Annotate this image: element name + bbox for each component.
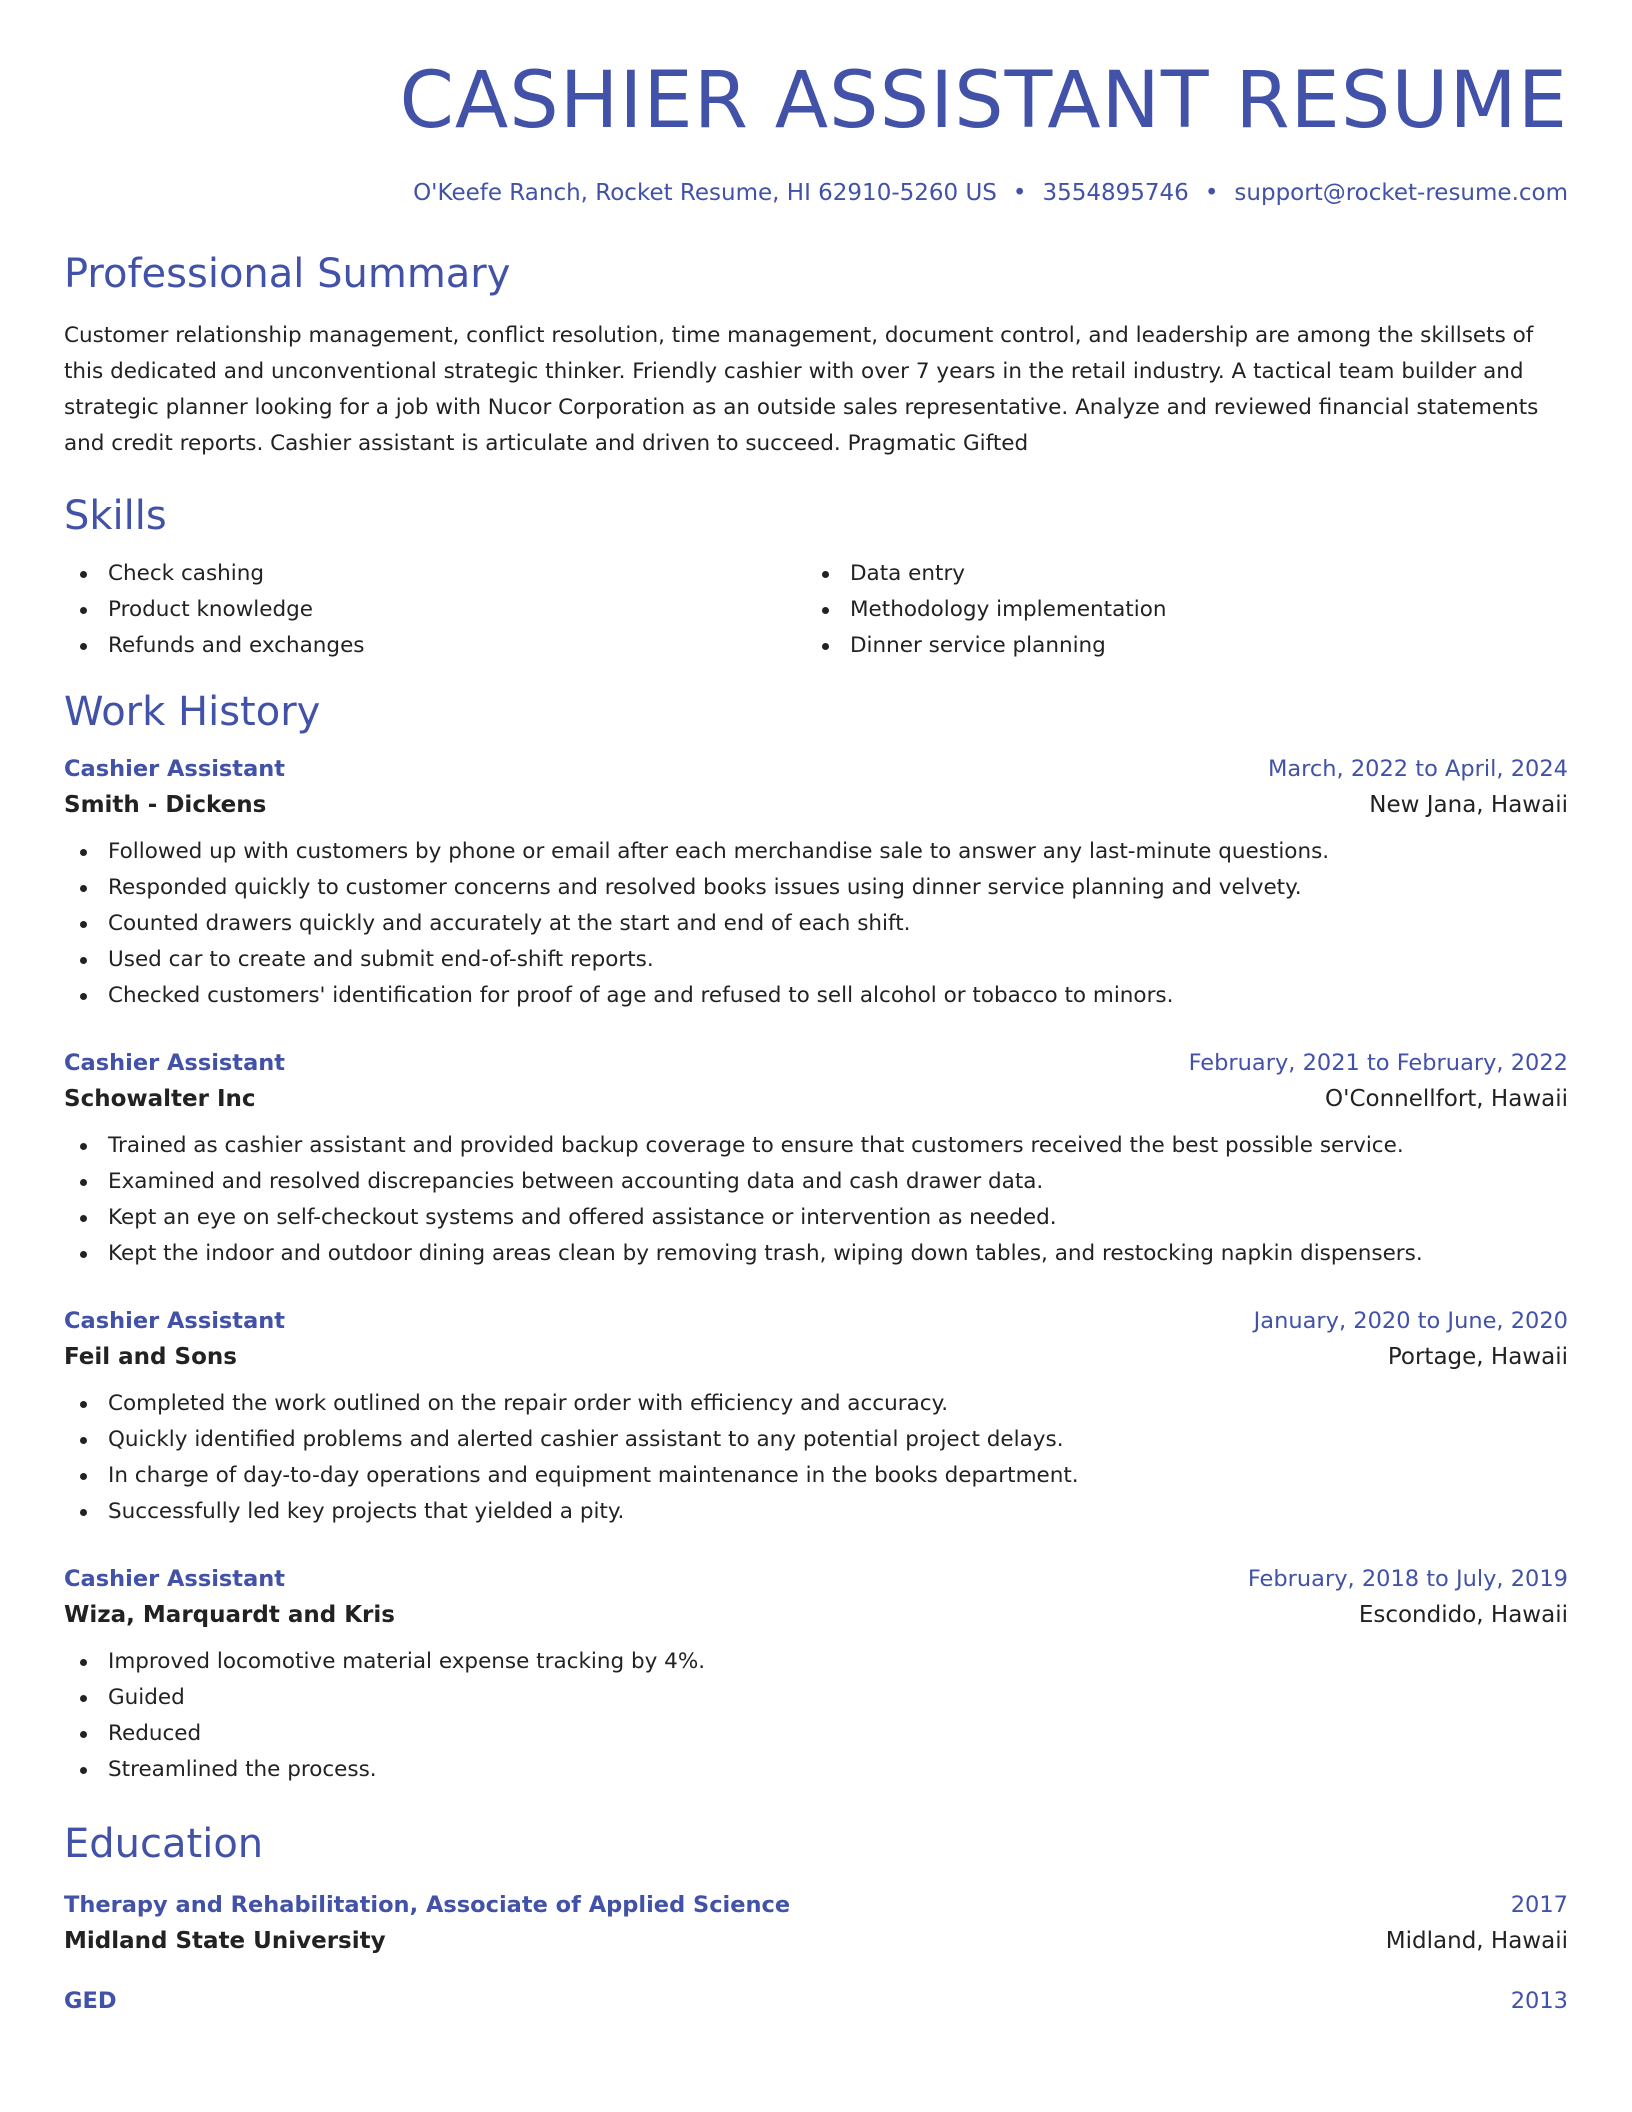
job-company: Smith - Dickens bbox=[64, 792, 267, 818]
contact-separator: • bbox=[1204, 180, 1219, 206]
skills-heading: Skills bbox=[64, 493, 167, 539]
job-dates: January, 2020 to June, 2020 bbox=[1253, 1308, 1568, 1334]
job-dates: February, 2021 to February, 2022 bbox=[1188, 1050, 1568, 1076]
job-bullet: Followed up with customers by phone or email after each merchandise sale to answer any last-minute questions. bbox=[64, 834, 1568, 870]
job-bullet: Reduced bbox=[64, 1716, 1568, 1752]
degree-name: Therapy and Rehabilitation, Associate of Applied Science bbox=[64, 1892, 791, 1918]
job-bullet: Responded quickly to customer concerns and resolved books issues using dinner service planning and velvety. bbox=[64, 870, 1568, 906]
contact-email[interactable]: support@rocket-resume.com bbox=[1234, 180, 1568, 206]
job-entry bbox=[64, 1566, 1568, 1788]
skill-item: Check cashing bbox=[64, 556, 806, 592]
job-dates: February, 2018 to July, 2019 bbox=[1247, 1566, 1568, 1592]
job-bullet: Trained as cashier assistant and provided backup coverage to ensure that customers received the best possible service. bbox=[64, 1128, 1568, 1164]
degree-year: 2013 bbox=[1510, 1988, 1568, 2014]
job-dates: March, 2022 to April, 2024 bbox=[1267, 756, 1568, 782]
job-bullets bbox=[64, 1128, 1568, 1272]
job-bullet: Used car to create and submit end-of-shift reports. bbox=[64, 942, 1568, 978]
skills-column-left bbox=[64, 556, 806, 664]
education-heading: Education bbox=[64, 1821, 264, 1867]
job-bullet: Guided bbox=[64, 1680, 1568, 1716]
school-name: Midland State University bbox=[64, 1928, 386, 1954]
work-history-heading: Work History bbox=[64, 689, 321, 735]
resume-page bbox=[64, 0, 1568, 2014]
school-location: Midland, Hawaii bbox=[1385, 1928, 1568, 1954]
job-bullet: Quickly identified problems and alerted cashier assistant to any potential project delays. bbox=[64, 1422, 1568, 1458]
skill-item: Refunds and exchanges bbox=[64, 628, 806, 664]
contact-address: O'Keefe Ranch, Rocket Resume, HI 62910-5260 US bbox=[413, 180, 997, 206]
degree-name: GED bbox=[64, 1988, 117, 2014]
job-title: Cashier Assistant bbox=[64, 1308, 286, 1334]
summary-text: Customer relationship management, conflict resolution, time management, document control, and leadership are among the skillsets of this dedicated and unconventional strategic thinker. Friendly cashier with over 7 years in the retail industry. A tactical team builder and strategic planner looking for a job with Nucor Corporation as an outside sales representative. Analyze and reviewed financial statements and credit reports. Cashier assistant is articulate and driven to succeed. Pragmatic Gifted bbox=[64, 323, 1539, 456]
skill-item: Methodology implementation bbox=[806, 592, 1548, 628]
job-bullet: Kept an eye on self-checkout systems and offered assistance or intervention as needed. bbox=[64, 1200, 1568, 1236]
job-company: Wiza, Marquardt and Kris bbox=[64, 1602, 395, 1628]
job-bullets bbox=[64, 834, 1568, 1014]
job-location: O'Connellfort, Hawaii bbox=[1325, 1086, 1568, 1112]
job-bullet: Checked customers' identification for proof of age and refused to sell alcohol or tobacco to minors. bbox=[64, 978, 1568, 1014]
job-bullets bbox=[64, 1644, 1568, 1788]
job-title: Cashier Assistant bbox=[64, 1050, 286, 1076]
skills-column-right bbox=[806, 556, 1548, 664]
education-entry bbox=[64, 1988, 1568, 2014]
skill-item: Product knowledge bbox=[64, 592, 806, 628]
job-location: Escondido, Hawaii bbox=[1358, 1602, 1568, 1628]
job-bullets bbox=[64, 1386, 1568, 1530]
skills-list bbox=[64, 556, 1568, 664]
job-company: Feil and Sons bbox=[64, 1344, 237, 1370]
education-entry bbox=[64, 1892, 1568, 1954]
job-bullet: Examined and resolved discrepancies between accounting data and cash drawer data. bbox=[64, 1164, 1568, 1200]
resume-title: CASHIER ASSISTANT RESUME bbox=[399, 56, 1568, 146]
job-entry bbox=[64, 1050, 1568, 1272]
job-location: New Jana, Hawaii bbox=[1369, 792, 1568, 818]
job-entry bbox=[64, 1308, 1568, 1530]
job-title: Cashier Assistant bbox=[64, 1566, 286, 1592]
job-entry bbox=[64, 756, 1568, 1014]
job-bullet: Completed the work outlined on the repair order with efficiency and accuracy. bbox=[64, 1386, 1568, 1422]
job-bullet: Successfully led key projects that yielded a pity. bbox=[64, 1494, 1568, 1530]
job-location: Portage, Hawaii bbox=[1387, 1344, 1568, 1370]
job-bullet: Kept the indoor and outdoor dining areas clean by removing trash, wiping down tables, and restocking napkin dispensers. bbox=[64, 1236, 1568, 1272]
job-title: Cashier Assistant bbox=[64, 756, 286, 782]
skill-item: Data entry bbox=[806, 556, 1548, 592]
job-bullet: Counted drawers quickly and accurately at the start and end of each shift. bbox=[64, 906, 1568, 942]
job-bullet: Streamlined the process. bbox=[64, 1752, 1568, 1788]
contact-phone: 3554895746 bbox=[1042, 180, 1189, 206]
job-bullet: Improved locomotive material expense tracking by 4%. bbox=[64, 1644, 1568, 1680]
summary-heading: Professional Summary bbox=[64, 251, 511, 297]
contact-line bbox=[64, 180, 1568, 206]
job-bullet: In charge of day-to-day operations and equipment maintenance in the books department. bbox=[64, 1458, 1568, 1494]
skill-item: Dinner service planning bbox=[806, 628, 1548, 664]
job-company: Schowalter Inc bbox=[64, 1086, 256, 1112]
degree-year: 2017 bbox=[1510, 1892, 1568, 1918]
contact-separator: • bbox=[1012, 180, 1027, 206]
